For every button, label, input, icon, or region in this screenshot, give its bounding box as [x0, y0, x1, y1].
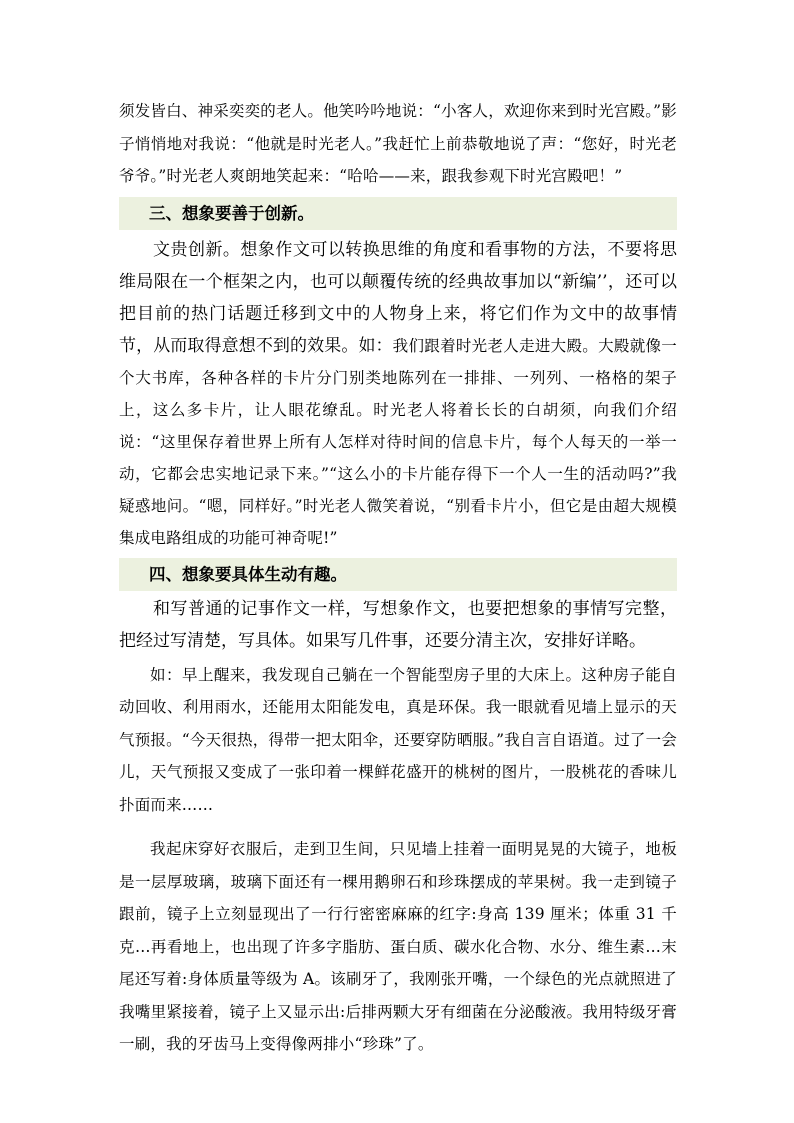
section-heading-3: 三、想象要善于创新。	[119, 197, 677, 230]
section-3-paragraph	[119, 234, 677, 554]
intro-paragraph: 须发皆白、神采奕奕的老人。他笑吟吟地说：“小客人，欢迎你来到时光宫殿。”影子悄悄地对我说：“他就是时光老人。”我赶忙上前恭敬地说了声：“您好，时光老爷爷。”时光老人爽朗地笑起来：“哈哈——来，跟我参观下时光宫殿吧！”	[119, 102, 678, 185]
section-heading-4: 四、想象要具体生动有趣。	[119, 558, 677, 591]
section-4-example-1	[119, 659, 677, 822]
section-3-text: 文贵创新。想象作文可以转换思维的角度和看事物的方法，不要将思维局限在一个框架之内，也可以颠覆传统的经典故事加以“新编’’，还可以把目前的热门话题迁移到文中的人物身上来，将它们作为文中的故事情节，从而取得意想不到的效果。如：	[119, 239, 677, 356]
document-page	[119, 95, 677, 1061]
section-4-example-2: 我起床穿好衣服后，走到卫生间，只见墙上挂着一面明晃晃的大镜子，地板是一层厚玻璃，玻璃下面还有一棵用鹅卵石和珍珠摆成的苹果树。我一走到镜子跟前，镜子上立刻显现出了一行行密密麻麻的红字:身高 139 厘米；体重 31 千克…再看地上，也出现了许多字脂肪、蛋白质、碳水化合物、水分、维生素…末尾还写着:身体质量等级为 A。该刷牙了，我刚张开嘴，一个绿色的光点就照进了我嘴里紧接着，镜子上又显示出:后排两颗大牙有细菌在分泌酸液。我用特级牙膏一刷，我的牙齿马上变得像两排小“珍珠”了。	[119, 840, 677, 1053]
example-label: 如：	[150, 665, 182, 684]
section-4-paragraph: 和写普通的记事作文一样，写想象作文，也要把想象的事情写完整，把经过写清楚，写具体。如果写几件事，还要分清主次，安排好详略。	[119, 598, 677, 651]
section-3-example: 我们跟着时光老人走进大殿。大殿就像一个大书库，各种各样的卡片分门别类地陈列在一排排、一列列、一格格的架子上，这么多卡片，让人眼花缭乱。时光老人将着长长的白胡须，向我们介绍说：“这里保存着世界上所有人怎样对待时间的信息卡片，每个人每天的一举一动，它都会忠实地记录下来。”“这么小的卡片能存得下一个人一生的活动吗?”我疑惑地问。“嗯，同样好。”时光老人微笑着说，“别看卡片小，但它是由超大规模集成电路组成的功能可神奇呢!”	[119, 336, 678, 547]
example-1-text: 早上醒来，我发现自己躺在一个智能型房子里的大床上。这种房子能自动回收、利用雨水，还能用太阳能发电，真是环保。我一眼就看见墙上显示的天气预报。“今天很热，得带一把太阳伞，还要穿防晒服。”我自言自语道。过了一会儿，天气预报又变成了一张印着一棵鲜花盛开的桃树的图片，一股桃花的香味儿扑面而来……	[119, 665, 678, 814]
